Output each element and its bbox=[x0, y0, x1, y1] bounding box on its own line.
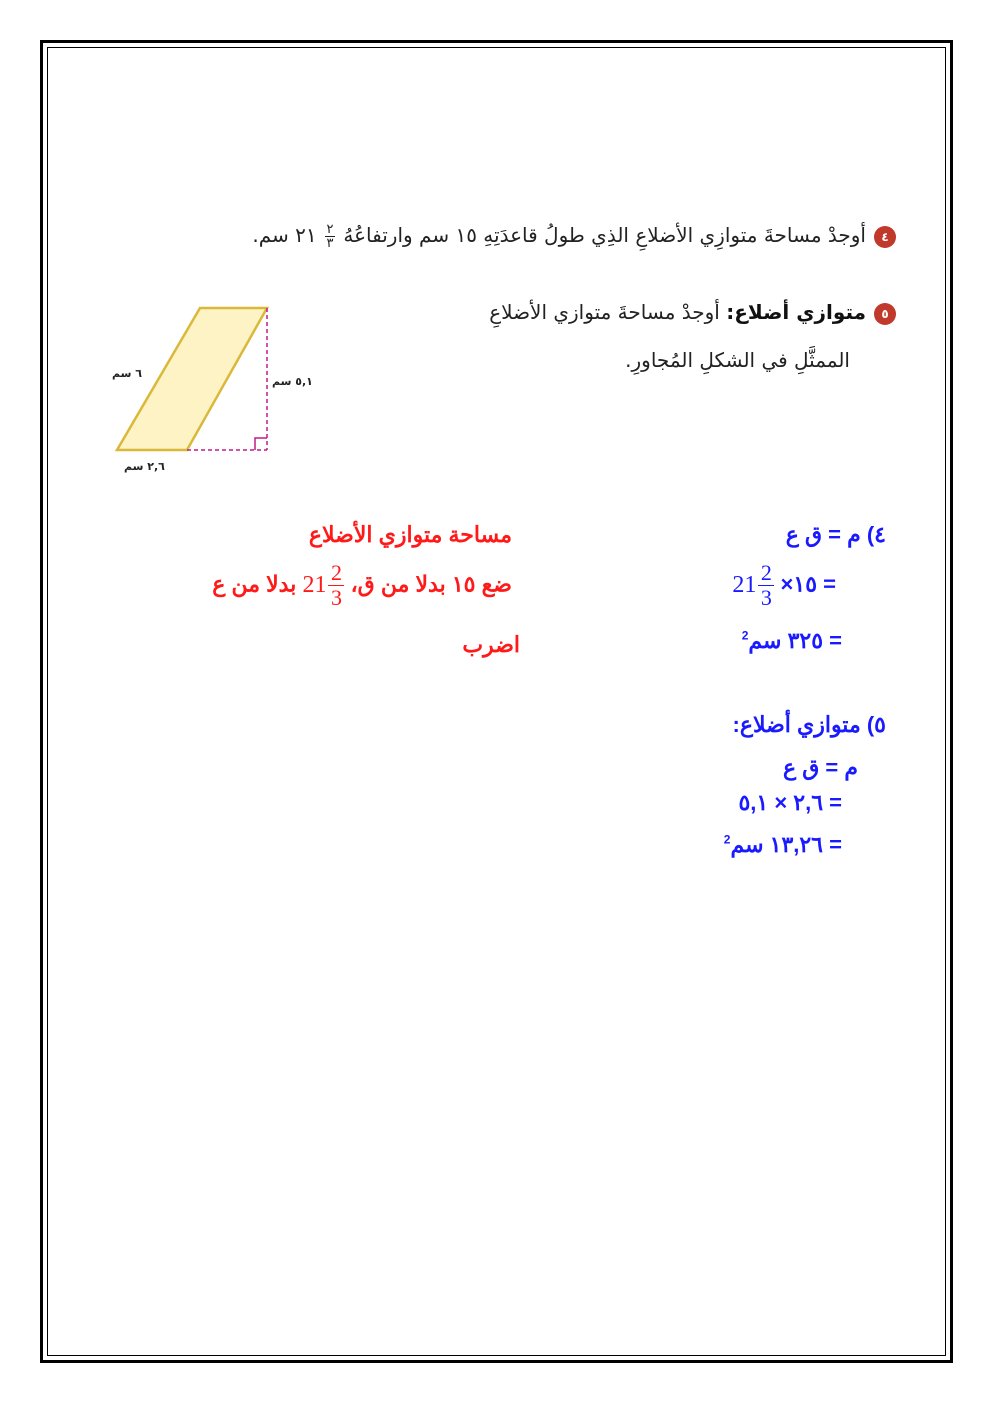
answer-5-line-2: = ٢,٦ × ٥,١ bbox=[738, 790, 842, 815]
parallelogram-figure bbox=[105, 300, 285, 460]
height-label: ٥,١ سم bbox=[272, 375, 313, 388]
base-label: ٢,٦ سم bbox=[124, 460, 165, 473]
answer-4-line-3: = ٣٢٥ سم$^2$ bbox=[741, 628, 842, 653]
answer-5-line-1: م = ق ع bbox=[782, 755, 858, 780]
fraction: $\frac{٢}{٣}$ bbox=[326, 222, 334, 251]
question-5-text: أوجدْ مساحةَ متوازي الأضلاعِ bbox=[489, 300, 720, 324]
question-4-text-before: أوجدْ مساحةَ متوازِي الأضلاعِ الذِي طولُ قاعدَتِهِ ١٥ سم وارتفاعُهُ bbox=[343, 223, 866, 247]
question-5-line-2: الممثَّلِ في الشكلِ المُجاورِ. bbox=[625, 348, 850, 372]
answer-5-title: ٥) متوازي أضلاع: bbox=[732, 712, 886, 737]
mixed-number: 21 2 3 bbox=[732, 562, 774, 609]
hint-4-line-2: ضع ١٥ بدلا من ق، 21 2 3 بدلا من ع bbox=[212, 560, 512, 610]
mixed-number: 21 2 3 bbox=[302, 562, 344, 609]
answer-5-line-3: = ١٣,٢٦ سم$^2$ bbox=[723, 832, 842, 857]
question-5-line-1 bbox=[489, 300, 896, 325]
answer-4-line-1: ٤) م = ق ع bbox=[785, 522, 886, 547]
right-angle-mark bbox=[255, 438, 267, 450]
side-length-label: ٦ سم bbox=[112, 367, 142, 380]
answer-4-line-2: = ١٥× 21 2 3 bbox=[732, 560, 836, 610]
question-4 bbox=[252, 223, 896, 250]
question-number-badge: ٤ bbox=[874, 226, 896, 248]
question-4-text-after: ٢١ سم. bbox=[252, 223, 317, 247]
question-5-lead: متوازي أضلاع: bbox=[726, 300, 866, 324]
hint-4-title: مساحة متوازي الأضلاع bbox=[308, 522, 512, 547]
question-number-badge: ٥ bbox=[874, 303, 896, 325]
hint-4-multiply: اضرب bbox=[462, 632, 520, 657]
